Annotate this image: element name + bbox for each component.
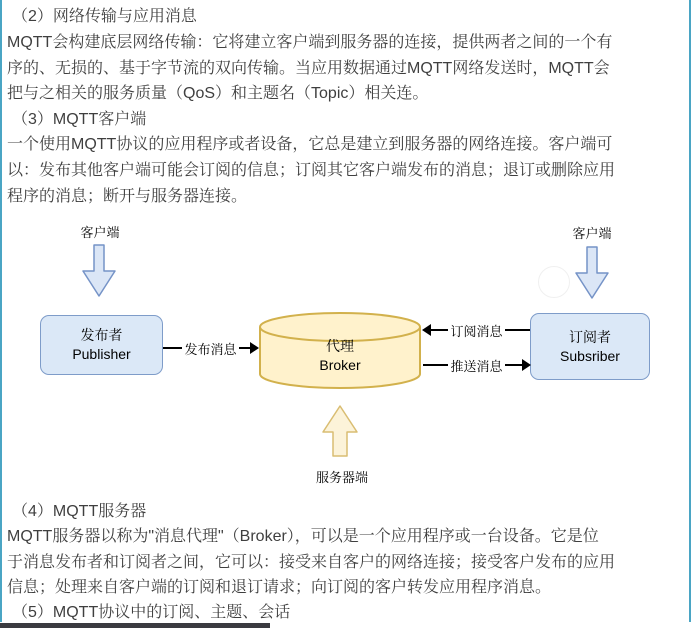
paragraph-line: 一个使用MQTT协议的应用程序或者设备，它总是建立到服务器的网络连接。客户端可 bbox=[7, 136, 613, 153]
up-arrow-icon bbox=[322, 404, 358, 458]
heading-mqtt-subscription: （5）MQTT协议中的订阅、主题、会话 bbox=[12, 604, 291, 621]
client-label-right: 客户端 bbox=[572, 226, 612, 241]
down-arrow-icon bbox=[82, 244, 116, 297]
push-message-arrow bbox=[423, 356, 530, 374]
publisher-label-cn: 发布者 bbox=[80, 327, 123, 343]
broker-label-cn: 代理 bbox=[326, 338, 354, 354]
publisher-label-en: Publisher bbox=[72, 346, 131, 362]
publish-message-label: 发布消息 bbox=[182, 339, 238, 358]
subscribe-message-label: 订阅消息 bbox=[448, 321, 504, 340]
heading-network-transport: （2）网络传输与应用消息 bbox=[12, 8, 197, 25]
server-side-label: 服务器端 bbox=[315, 470, 368, 485]
publisher-node bbox=[40, 315, 163, 375]
next-element-edge bbox=[0, 623, 270, 628]
heading-mqtt-server: （4）MQTT服务器 bbox=[12, 503, 147, 520]
arrowhead-right-icon bbox=[522, 359, 531, 371]
paragraph-line: 信息；处理来自客户端的订阅和退订请求；向订阅的客户转发应用程序消息。 bbox=[7, 579, 552, 596]
paragraph-line: 把与之相关的服务质量（QoS）和主题名（Topic）相关连。 bbox=[7, 85, 429, 102]
arrowhead-right-icon bbox=[250, 342, 259, 354]
paragraph-line: MQTT服务器以称为"消息代理"（Broker），可以是一个应用程序或一台设备。它是位 bbox=[7, 528, 599, 545]
push-message-label: 推送消息 bbox=[448, 356, 504, 375]
heading-mqtt-client: （3）MQTT客户端 bbox=[12, 111, 147, 128]
paragraph-line: 以：发布其他客户端可能会订阅的信息；订阅其它客户端发布的消息；退订或删除应用 bbox=[7, 162, 616, 179]
subscribe-message-arrow bbox=[423, 321, 530, 339]
publish-message-arrow bbox=[163, 339, 258, 357]
watermark-circle bbox=[538, 266, 570, 298]
arrowhead-left-icon bbox=[422, 324, 431, 336]
broker-node-label bbox=[257, 337, 423, 375]
broker-label-en: Broker bbox=[319, 357, 361, 373]
subscriber-label-cn: 订阅者 bbox=[569, 328, 611, 345]
paragraph-line: MQTT会构建底层网络传输：它将建立客户端到服务器的连接，提供两者之间的一个有 bbox=[7, 34, 613, 51]
paragraph-line: 于消息发布者和订阅者之间，它可以：接受来自客户的网络连接；接受客户发布的应用 bbox=[7, 554, 616, 571]
down-arrow-icon bbox=[575, 246, 609, 299]
client-label-left: 客户端 bbox=[80, 225, 120, 240]
subscriber-node bbox=[530, 313, 650, 380]
paragraph-line: 程序的消息；断开与服务器连接。 bbox=[7, 188, 248, 205]
paragraph-line: 序的、无损的、基于字节流的双向传输。当应用数据通过MQTT网络发送时，MQTT会 bbox=[7, 60, 610, 77]
subscriber-label-en: Subsriber bbox=[560, 347, 620, 364]
